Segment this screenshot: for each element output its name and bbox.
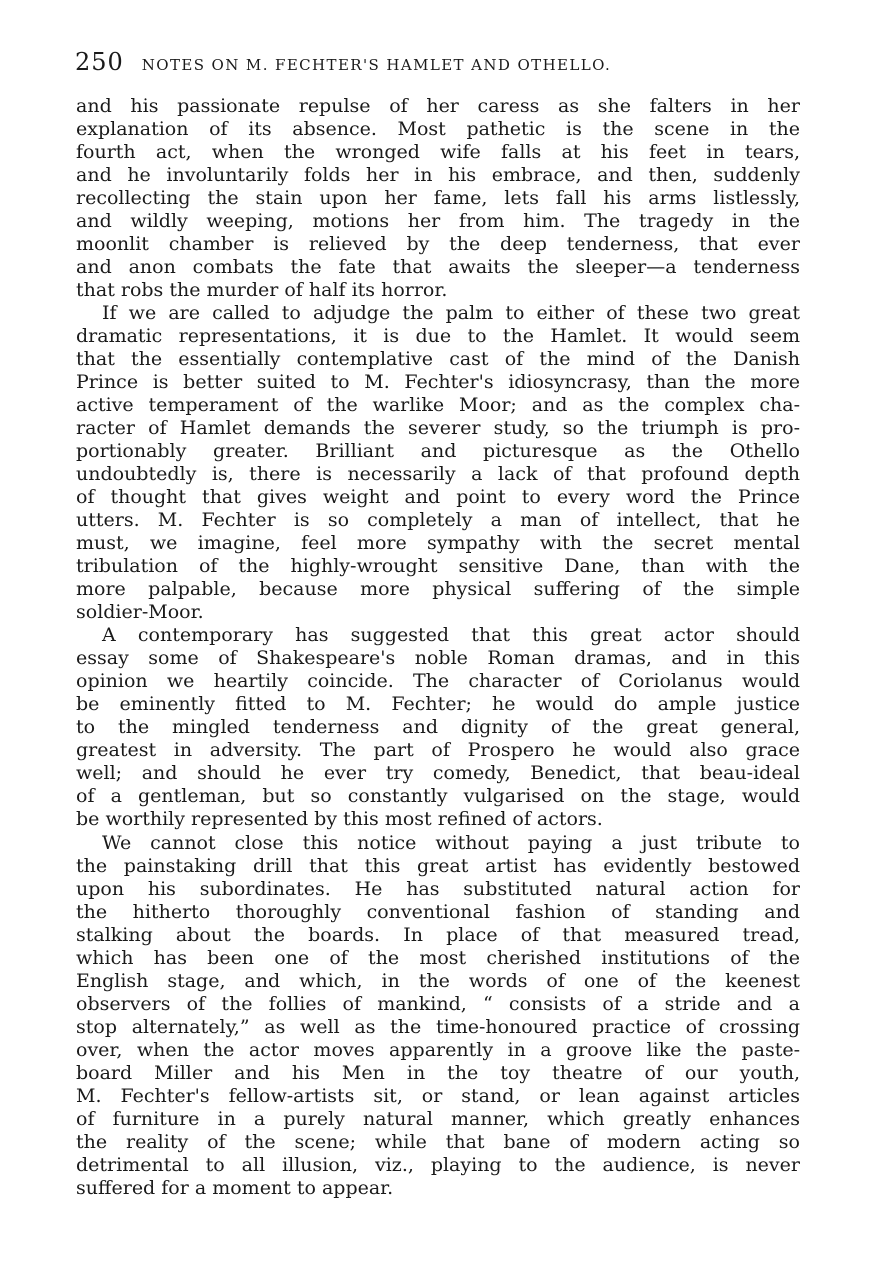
text-line: and wildly weeping, motions her from him. The tragedy in the bbox=[76, 210, 800, 233]
running-title: NOTES ON M. FECHTER'S HAMLET AND OTHELLO. bbox=[141, 56, 612, 74]
text-line: Prince is better suited to M. Fechter's idiosyncrasy, than the more bbox=[76, 371, 800, 394]
text-line: active temperament of the warlike Moor; and as the complex cha- bbox=[76, 394, 800, 417]
text-line: be worthily represented by this most refined of actors. bbox=[76, 808, 603, 831]
text-line: of a gentleman, but so constantly vulgarised on the stage, would bbox=[76, 785, 800, 808]
text-line: If we are called to adjudge the palm to either of these two great bbox=[102, 302, 800, 325]
text-line: must, we imagine, feel more sympathy with the secret mental bbox=[76, 532, 800, 555]
text-line: M. Fechter's fellow-artists sit, or stand, or lean against articles bbox=[76, 1084, 800, 1107]
running-head bbox=[75, 48, 815, 76]
text-line: the hitherto thoroughly conventional fashion of standing and bbox=[76, 900, 800, 923]
text-line: board Miller and his Men in the toy theatre of our youth, bbox=[76, 1061, 800, 1084]
text-line: of furniture in a purely natural manner, which greatly enhances bbox=[76, 1107, 800, 1130]
text-line: A contemporary has suggested that this great actor should bbox=[102, 624, 800, 647]
text-line: soldier-Moor. bbox=[76, 601, 204, 624]
text-line: utters. M. Fechter is so completely a man of intellect, that he bbox=[76, 509, 800, 532]
text-line: fourth act, when the wronged wife falls at his feet in tears, bbox=[76, 141, 800, 164]
page-number: 250 bbox=[75, 48, 124, 76]
text-line: dramatic representations, it is due to the Hamlet. It would seem bbox=[76, 325, 800, 348]
text-line: that the essentially contemplative cast of the mind of the Danish bbox=[76, 348, 800, 371]
text-line: and anon combats the fate that awaits the sleeper—a tenderness bbox=[76, 256, 800, 279]
text-line: over, when the actor moves apparently in a groove like the paste- bbox=[76, 1038, 800, 1061]
text-line: tribulation of the highly-wrought sensitive Dane, than with the bbox=[76, 555, 800, 578]
text-line: suffered for a moment to appear. bbox=[76, 1176, 394, 1199]
text-line: moonlit chamber is relieved by the deep tenderness, that ever bbox=[76, 233, 800, 256]
text-line: the painstaking drill that this great artist has evidently bestowed bbox=[76, 854, 800, 877]
text-line: racter of Hamlet demands the severer study, so the triumph is pro- bbox=[76, 417, 800, 440]
text-line: observers of the follies of mankind, “ consists of a stride and a bbox=[76, 992, 800, 1015]
text-line: of thought that gives weight and point to every word the Prince bbox=[76, 486, 800, 509]
text-line: the reality of the scene; while that bane of modern acting so bbox=[76, 1130, 800, 1153]
text-line: more palpable, because more physical suffering of the simple bbox=[76, 578, 800, 601]
text-line: portionably greater. Brilliant and picturesque as the Othello bbox=[76, 440, 800, 463]
text-line: that robs the murder of half its horror. bbox=[76, 279, 448, 302]
text-line: opinion we heartily coincide. The character of Coriolanus would bbox=[76, 670, 800, 693]
text-line: recollecting the stain upon her fame, lets fall his arms listlessly, bbox=[76, 187, 800, 210]
text-line: upon his subordinates. He has substituted natural action for bbox=[76, 877, 800, 900]
text-line: greatest in adversity. The part of Prospero he would also grace bbox=[76, 739, 800, 762]
text-line: be eminently fitted to M. Fechter; he would do ample justice bbox=[76, 693, 800, 716]
text-line: explanation of its absence. Most pathetic is the scene in the bbox=[76, 118, 800, 141]
text-line: well; and should he ever try comedy, Benedict, that beau-ideal bbox=[76, 762, 800, 785]
text-line: stop alternately,” as well as the time-honoured practice of crossing bbox=[76, 1015, 800, 1038]
body-text bbox=[76, 95, 800, 1200]
text-line: undoubtedly is, there is necessarily a lack of that profound depth bbox=[76, 463, 800, 486]
text-line: essay some of Shakespeare's noble Roman dramas, and in this bbox=[76, 647, 800, 670]
text-line: to the mingled tenderness and dignity of the great general, bbox=[76, 716, 800, 739]
text-line: which has been one of the most cherished institutions of the bbox=[76, 946, 800, 969]
text-line: stalking about the boards. In place of that measured tread, bbox=[76, 923, 800, 946]
text-line: English stage, and which, in the words of one of the keenest bbox=[76, 969, 800, 992]
text-line: We cannot close this notice without paying a just tribute to bbox=[102, 831, 800, 854]
text-line: and his passionate repulse of her caress as she falters in her bbox=[76, 95, 800, 117]
text-line: detrimental to all illusion, viz., playing to the audience, is never bbox=[76, 1153, 800, 1176]
text-line: and he involuntarily folds her in his embrace, and then, suddenly bbox=[76, 164, 800, 187]
